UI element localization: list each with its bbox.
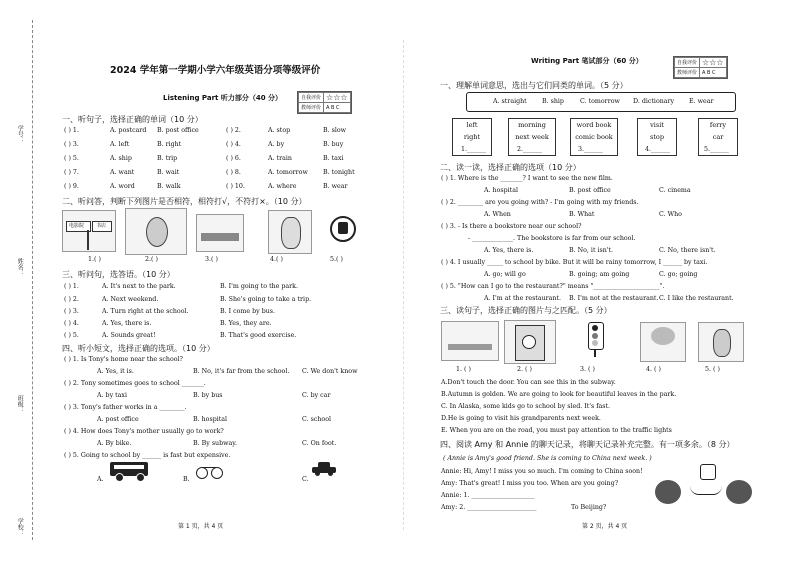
option-a: A. Yes, there is.: [484, 247, 534, 254]
bus-windows: [114, 465, 144, 469]
listening-eval-box: [297, 91, 352, 114]
sled-shape: [448, 344, 492, 350]
grade-options: A B C: [700, 68, 727, 78]
chat-intro: ( Annie is Amy's good friend. She is coming to China next week. ): [443, 455, 652, 462]
margin-student-number: 学号：: [16, 125, 24, 143]
paren: ( ) 3.: [64, 141, 79, 148]
paren: ( ) 5.: [64, 155, 79, 162]
teacher-eval-label: 教师评价: [675, 68, 700, 78]
word-group-word1: morning: [518, 121, 546, 129]
bus-icon: [110, 462, 148, 476]
option-a: A. ship: [110, 155, 132, 162]
phone-icon: [700, 464, 716, 480]
margin-school: 学校：: [16, 518, 24, 536]
binding-margin: [0, 0, 40, 561]
option-b: B. walk: [157, 183, 181, 190]
option-b: B. hospital: [193, 416, 228, 423]
answer-a: A. Next weekend.: [102, 296, 159, 303]
option-b: B. by bus: [193, 392, 223, 399]
answer-a: A. Yes, there is.: [102, 320, 152, 327]
word-group-word1: left: [466, 121, 478, 129]
traffic-light-pole: [594, 349, 596, 357]
w-s3-item: 4. ( ): [646, 366, 661, 373]
question: ( ) 3. - Is there a bookstore near our school?: [441, 223, 582, 230]
cartoon-picture-2: [125, 208, 187, 255]
option-a: A. word: [110, 183, 135, 190]
street-signs-picture: [62, 210, 116, 252]
option-b: B. post office: [157, 127, 199, 134]
answer-b: B. I come by bus.: [220, 308, 276, 315]
sign-bookstore-label: 书店: [96, 223, 107, 229]
option-c: C. No, there isn't.: [659, 247, 716, 254]
family-visit-picture: [698, 322, 744, 362]
margin-name: 姓名：: [16, 258, 24, 276]
no-touch-sign: [522, 335, 536, 349]
bus-wheel: [115, 473, 124, 482]
answer-blank[interactable]: 3.______: [578, 146, 603, 153]
w-s3-item: 2. ( ): [517, 366, 532, 373]
l-s2-item: 5.( ): [330, 256, 343, 263]
match-sentence: D.He is going to visit his grandparents next week.: [441, 415, 601, 422]
chat-line: Annie: Hi, Amy! I miss you so much. I'm coming to China soon!: [441, 468, 643, 475]
traffic-light-lamp: [592, 325, 598, 331]
paren: ( ) 6.: [226, 155, 241, 162]
answer-a: A. Sounds great!: [102, 332, 156, 339]
right-page-footer: 第 2 页，共 4 页: [582, 523, 628, 530]
paren: ( ) 9.: [64, 183, 79, 190]
subway-door-picture: [504, 320, 556, 364]
taxi-wheel: [328, 471, 333, 476]
option-b: B. By subway.: [193, 440, 238, 447]
paren: ( ) 1.: [64, 127, 79, 134]
word-option: B. ship: [542, 98, 564, 105]
option-a: A. postcard: [110, 127, 147, 134]
listening-heading: Listening Part 听力部分（40 分）: [163, 94, 283, 102]
option-a: A. train: [268, 155, 292, 162]
answer-b: B. Yes, they are.: [220, 320, 272, 327]
taxi-wheel: [315, 471, 320, 476]
sign-pole: [87, 230, 89, 250]
paren: ( ) 4.: [64, 320, 79, 327]
option-c: C. cinema: [659, 187, 691, 194]
bike-frame: [202, 467, 216, 473]
question: ( ) 2. ________ are you going with? - I'm going with my friends.: [441, 199, 639, 206]
option-a: A. When: [484, 211, 511, 218]
word-option: E. wear: [689, 98, 714, 105]
option-b: B. I'm not at the restaurant.: [569, 295, 659, 302]
w-s4-title: 四、阅读 Amy 和 Annie 的聊天记录，将聊天记录补充完整。有一项多余。（8 分）: [440, 440, 735, 449]
option-c: C. Who: [659, 211, 682, 218]
autumn-park-picture: [640, 322, 686, 362]
question: ( ) 4. How does Tony's mother usually go to work?: [64, 428, 224, 435]
bus-wheel: [136, 473, 145, 482]
option-a: A. tomorrow: [268, 169, 308, 176]
paren: ( ) 2.: [226, 127, 241, 134]
sign-cinema-label: 电影院: [69, 223, 85, 229]
signal-wave: [690, 486, 722, 495]
option-b: B. buy: [323, 141, 344, 148]
match-sentence: E. When you are on the road, you must pay attention to the traffic lights: [441, 427, 672, 434]
l-s1-title: 一、听句子，选择正确的单词（10 分）: [62, 115, 203, 124]
question: ( ) 2. Tony sometimes goes to school _______.: [64, 380, 206, 387]
word-options-box: [466, 92, 736, 112]
writing-eval-box: [673, 56, 728, 79]
paren: ( ) 5.: [64, 332, 79, 339]
left-page-footer: 第 1 页，共 4 页: [178, 523, 224, 530]
l-s3-title: 三、听问句，选答语。（10 分）: [62, 270, 175, 279]
ship-hull: [201, 233, 239, 241]
word-group-word1: visit: [650, 121, 664, 129]
option-c: C. school: [302, 416, 332, 423]
option-a: A. by taxi: [97, 392, 127, 399]
question: ( ) 5. "How can I go to the restaurant?" means "_____________________".: [441, 283, 665, 290]
answer-blank[interactable]: 5.______: [704, 146, 729, 153]
l-s2-title: 二、听问答，判断下列图片是否相符，相符打√，不符打×。（10 分）: [62, 197, 307, 206]
question: ( ) 4. I usually _____ to school by bike. But it will be rainy tomorrow, I ______ by taxi.: [441, 259, 708, 266]
writing-heading: Writing Part 笔试部分（60 分）: [531, 57, 643, 65]
word-group-word2: next week: [515, 133, 549, 141]
page-divider: [403, 40, 404, 530]
bike-icon: [196, 463, 224, 479]
w-s3-item: 3. ( ): [580, 366, 595, 373]
option-a: A. Yes, it is.: [97, 368, 134, 375]
option-b: B. post office: [569, 187, 611, 194]
answer-blank[interactable]: 4.______: [645, 146, 670, 153]
option-a: A. left: [110, 141, 130, 148]
option-c: C. I like the restaurant.: [659, 295, 734, 302]
subway-icon: [330, 216, 356, 242]
option-b: B. No, it's far from the school.: [193, 368, 290, 375]
chat-line-blank[interactable]: Amy: 2. ______________________: [441, 504, 537, 511]
word-group-word1: ferry: [709, 121, 727, 129]
answer-a: A. It's next to the park.: [102, 283, 176, 290]
word-group-word2: stop: [649, 133, 665, 141]
paren: ( ) 7.: [64, 169, 79, 176]
l-s2-item: 1.( ): [88, 256, 101, 263]
option-b: B. wear: [323, 183, 348, 190]
option-b: B. going; am going: [569, 271, 630, 278]
answer-blank[interactable]: 1.______: [461, 146, 486, 153]
answer-b: B. She's going to take a trip.: [220, 296, 312, 303]
option-b: B. wait: [157, 169, 180, 176]
taxi-icon: [312, 462, 336, 475]
word-group-word2: car: [712, 133, 724, 141]
cartoon-figure: [146, 217, 168, 247]
w-s3-item: 5. ( ): [705, 366, 720, 373]
paren: ( ) 2.: [64, 296, 79, 303]
option-b: B. right: [157, 141, 182, 148]
star-rating: ☆☆☆: [700, 58, 727, 68]
word-group-word2: right: [463, 133, 481, 141]
l-s2-item: 4.( ): [270, 256, 283, 263]
match-sentence: A.Don't touch the door. You can see this in the subway.: [441, 379, 616, 386]
option-c: C.: [302, 476, 309, 483]
grade-options: A B C: [324, 103, 351, 113]
question-line2: - _____________. The bookstore is far from our school.: [468, 235, 636, 242]
word-option: A. straight: [493, 98, 527, 105]
option-a: A. hospital: [484, 187, 518, 194]
star-rating: ☆☆☆: [324, 93, 351, 103]
girl-reading-picture: [268, 210, 312, 254]
option-a: A. post office: [97, 416, 139, 423]
margin-class: 班级：: [16, 395, 24, 413]
question: ( ) 1. Where is the _______? I want to see the new film.: [441, 175, 613, 182]
option-a: A. By bike.: [97, 440, 132, 447]
option-a: A. want: [110, 169, 135, 176]
word-option: C. tomorrow: [580, 98, 620, 105]
question: ( ) 1. Is Tony's home near the school?: [64, 356, 183, 363]
option-b: B. trip: [157, 155, 178, 162]
option-c: C. We don't know: [302, 368, 358, 375]
option-a: A. go; will go: [484, 271, 526, 278]
option-a: A.: [97, 476, 104, 483]
sled-dogs-picture: [441, 321, 499, 361]
match-sentence: B.Autumn is golden. We are going to look for beautiful leaves in the park.: [441, 391, 677, 398]
option-c: C. by car: [302, 392, 331, 399]
person-shape: [713, 329, 731, 357]
paren: ( ) 10.: [226, 183, 245, 190]
l-s4-title: 四、听小短文，选择正确的选项。（10 分）: [62, 344, 215, 353]
answer-blank[interactable]: 2.______: [517, 146, 542, 153]
option-a: A. by: [268, 141, 285, 148]
paren: ( ) 4.: [226, 141, 241, 148]
traffic-light-lamp: [592, 340, 598, 346]
option-b: B.: [183, 476, 190, 483]
option-b: B. taxi: [323, 155, 344, 162]
answer-a: A. Turn right at the school.: [102, 308, 189, 315]
answer-b: B. I'm going to the park.: [220, 283, 298, 290]
option-b: B. tonight: [323, 169, 355, 176]
option-c: C. go; going: [659, 271, 698, 278]
tree-shape: [651, 327, 675, 345]
l-s2-item: 2.( ): [145, 256, 158, 263]
question: ( ) 3. Tony's father works in a ________.: [64, 404, 187, 411]
binding-line: [32, 20, 33, 540]
option-b: B. No, it isn't.: [569, 247, 614, 254]
option-a: A. stop: [268, 127, 291, 134]
word-group-word1: word book: [576, 121, 612, 129]
self-eval-label: 自我评价: [299, 93, 324, 103]
paren: ( ) 1.: [64, 283, 79, 290]
girl-left-illustration: [655, 480, 681, 504]
teacher-eval-label: 教师评价: [299, 103, 324, 113]
w-s3-title: 三、读句子，选择正确的图片与之匹配。（5 分）: [440, 306, 612, 315]
answer-b: B. That's good exercise.: [220, 332, 297, 339]
option-a: A. I'm at the restaurant.: [484, 295, 562, 302]
w-s3-item: 1. ( ): [456, 366, 471, 373]
w-s1-title: 一、理解单词意思，选出与它们同类的单词。（5 分）: [440, 81, 628, 90]
l-s2-item: 3.( ): [205, 256, 218, 263]
subway-train-shape: [338, 222, 348, 234]
w-s2-title: 二、读一读，选择正确的选项（10 分）: [440, 163, 581, 172]
exam-title: 2024 学年第一学期小学六年级英语分项等级评价: [110, 65, 321, 76]
self-eval-label: 自我评价: [675, 58, 700, 68]
match-sentence: C. In Alaska, some kids go to school by sled. It's fast.: [441, 403, 611, 410]
option-b: B. slow: [323, 127, 347, 134]
ship-harbor-picture: [196, 214, 244, 252]
sign-bookstore: [92, 221, 112, 232]
chat-line-blank[interactable]: Annie: 1. ____________________: [441, 492, 535, 499]
chat-line: Amy: That's great! I miss you too. When are you going?: [441, 480, 619, 487]
paren: ( ) 8.: [226, 169, 241, 176]
chat-line-tail: To Beijing?: [571, 504, 607, 511]
traffic-light-icon: [588, 322, 602, 356]
question: ( ) 5. Going to school by ______ is fast but expensive.: [64, 452, 231, 459]
option-a: A. where: [268, 183, 297, 190]
girl-figure: [281, 217, 301, 249]
traffic-light-lamp: [592, 333, 598, 339]
paren: ( ) 3.: [64, 308, 79, 315]
word-option: D. dictionary: [633, 98, 675, 105]
girl-right-illustration: [726, 480, 752, 504]
word-group-word2: comic book: [575, 133, 613, 141]
option-c: C. On foot.: [302, 440, 337, 447]
option-b: B. What: [569, 211, 595, 218]
